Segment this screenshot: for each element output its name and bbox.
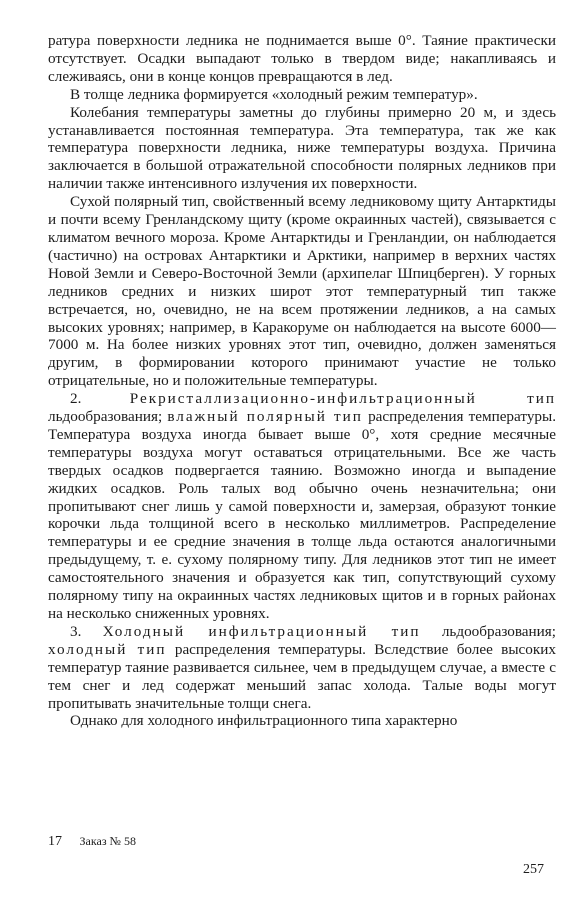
term-spaced: влажный полярный тип [167, 408, 363, 426]
signature-order: Заказ № 58 [79, 834, 137, 848]
paragraph: Сухой полярный тип, свойственный всему ледниковому щиту Антарктиды и почти всему Гренландскому щиту (кроме окраинных частей), связывается с климатом вечного мороза. Кроме Антарктиды и Гренландии, он наблюдается (частично) на островах Антарктики и Арктики, например в верхних частях Новой Земли и Северо-Восточной Земли (архипелаг Шпицберген). У горных ледников средних и низких широт этот температурный тип также встречается, но, очевидно, не на всем протяжении ледников, а на самых высоких уровнях; например, в Каракоруме он наблюдается на высоте 6000—7000 м. На более низких уровнях этот тип, очевидно, должен заменяться другим, в формировании которого принимают участие не только отрицательные, но и положительные температуры. [48, 193, 556, 390]
item-number: 2. [70, 390, 82, 408]
term-spaced: Холодный инфильтрационный тип [102, 622, 421, 640]
item-number: 3. [70, 622, 82, 640]
body-text [48, 32, 556, 730]
paragraph-continued: ратура поверхности ледника не поднимается выше 0°. Таяние практически отсутствует. Осадки выпадают только в твердом виде; накапливаясь и слеживаясь, они в конце концов превращаются в лед. [48, 32, 556, 85]
paragraph: Однако для холодного инфильтрационного типа характерно [70, 712, 458, 730]
printer-signature [48, 834, 136, 850]
page-footer [48, 834, 556, 877]
term-spaced: Рекристаллизационно-инфильтрационный тип [129, 390, 556, 408]
paragraph-type-2: 2. Рекристаллизационно-инфильтрационный тип льдообразования; влажный полярный тип распределения температуры. Температура воздуха иногда бывает выше 0°, хотя средние месячные температуры воздуха могут оставаться отрицательными. Все же часть твердых осадков подвергается таянию. Возможно иногда и выпадение жидких осадков. Роль талых вод обычно очень незначительна; они пропитывают снег лишь у самой поверхности и, замерзая, образуют тонкие корочки льда толщиной всего в несколько миллиметров. Распределение температуры и ее средние значения в толще льда остаются аналогичными предыдущему, т. е. сухому полярному типу. Для ледников этот тип не имеет самостоятельного значения и образуется как тип, сопутствующий сухому полярному типу на окраинных частях ледниковых щитов и в горных районах на несколько сниженных уровнях. [48, 390, 557, 622]
signature-number: 17 [48, 834, 62, 849]
paragraph-type-3: 3. Холодный инфильтрационный тип льдообразования; холодный тип распределения температуры. Вследствие более высоких температур таяние развивается сильнее, чем в предыдущем случае, а вместе с тем снег и лед содержат меньший запас холода. Талые воды могут пропитывать значительные толщи снега. [48, 622, 557, 712]
term-spaced: холодный тип [48, 640, 167, 658]
paragraph: Колебания температуры заметны до глубины примерно 20 м, и здесь устанавливается постоянная температура. Эта температура, так же как температура поверхности ледника, ниже температуры воздуха. Причина заключается в большой отражательной способности полярных ледников при наличии также интенсивного излучения их поверхности. [48, 103, 556, 193]
page-number: 257 [523, 862, 544, 877]
paragraph: В толще ледника формируется «холодный режим температур». [70, 85, 478, 103]
